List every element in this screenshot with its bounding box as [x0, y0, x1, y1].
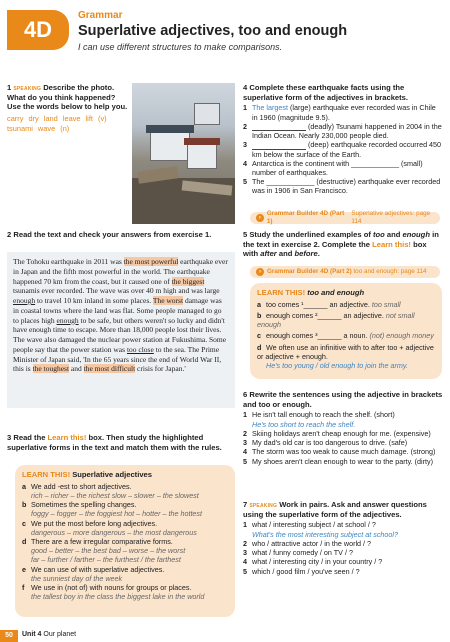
underlined-phrase: too close — [126, 344, 154, 354]
text-run: to be safe, but others weren't so lucky and didn't have enough time to escape. More than 18,000 people lost their lives. The wave also damaged the nuclear power station at Fukushima. Some people say that the power station was — [13, 315, 227, 354]
exercise-item: 1 The largest (large) earthquake ever recorded was in Chile in 1960 (magnitude 9.5). — [243, 103, 436, 122]
highlighted-phrase: The worst — [152, 296, 184, 305]
highlighted-phrase: the most difficult — [83, 364, 136, 374]
rule-item: b enough comes ²______ an adjective. not small enough — [257, 310, 415, 330]
exercise-number: 1 — [7, 83, 12, 92]
word-list: carry dry land leave lift (v) tsunami wave (n) — [7, 114, 107, 133]
exercise-item: 3 My dad's old car is too dangerous to drive. (safe) — [243, 438, 408, 448]
rule-item: a too comes ¹______ an adjective. too small — [257, 299, 401, 309]
exercise-number: 4 — [243, 83, 248, 92]
exercise-7: 7 SPEAKING Work in pairs. Ask and answer questions using the superlative form of the adjectives. 1 what / interesting subject / at school / ? What's the most interesting subject at school? 2 who / attractive actor / in the world / ? 3 what / funny comedy / on TV / ? 4 what / interesting city / in your country / ? 5 which / good film / you've seen / ? — [243, 500, 443, 576]
underlined-phrase: enough — [56, 315, 79, 325]
exercise-number: 2 — [7, 230, 12, 239]
exercise-item: 2 who / attractive actor / in the world / ? — [243, 538, 372, 548]
rule-item: c enough comes ³______ a noun. (not) enough money — [257, 331, 434, 341]
page-number: 50 — [0, 630, 18, 642]
exercise-item: 3 (deep) earthquake recorded occurred 450 km below the surface of the Earth. — [243, 140, 442, 159]
grammar-builder-link-2[interactable]: › Grammar Builder 4D (Part 2) too and enough: page 114 — [250, 266, 440, 278]
highlighted-phrase: the biggest — [171, 276, 205, 286]
grammar-builder-link-1[interactable]: › Grammar Builder 4D (Part 1) Superlative adjectives: page 114 — [250, 212, 440, 224]
highlighted-phrase: the toughest — [32, 364, 70, 374]
exercise-instruction: Describe the photo. What do you think happened? Use the words below to help you. — [7, 83, 128, 112]
exercise-3 — [7, 433, 235, 452]
learn-this-ref: Learn this! — [47, 433, 87, 442]
exercise-item: 1 what / interesting subject / at school / ? What's the most interesting subject at school? — [243, 520, 443, 538]
highlighted-phrase: the most powerful — [123, 257, 179, 266]
answer-example: The largest — [252, 103, 288, 113]
rule-item: d We often use an infinitive with to after too + adjective or adjective + enough. He's too young / old enough to join the army. — [257, 342, 434, 371]
instruction-part: Read the — [13, 433, 48, 442]
exercise-item: 1 He isn't tall enough to reach the shelf. (short) He's too short to reach the shelf. — [243, 410, 443, 428]
text-run: crisis for Japan.' — [135, 364, 186, 374]
reading-text — [7, 252, 235, 408]
exercise-5: 5 Study the underlined examples of too and enough in the text in exercise 2. Complete the Learn this! box with after and before. — [243, 230, 439, 259]
exercise-item: 4 what / interesting city / in your country / ? — [243, 557, 383, 567]
page-title: Superlative adjectives, too and enough — [78, 23, 348, 39]
exercise-item: 2 (deadly) Tsunami happened in 2004 in the Indian Ocean. Nearly 230,000 people died. — [243, 121, 442, 141]
answer-example: He's too short to reach the shelf. — [252, 419, 356, 429]
exercise-instruction: Read the text and check your answers from exercise 1. — [13, 230, 212, 239]
exercise-6: 6 Rewrite the sentences using the adjective in brackets and too or enough. 1 He isn't tall enough to reach the shelf. (short) He's too short to reach the shelf. 2 Skiing holidays aren't cheap enough for me. (expensive) 3 My dad's old car is too dangerous to drive. (safe) 4 The storm was too weak to cause much damage. (strong) 5 My shoes aren't clean enough to wear to the party. (dirty) — [243, 390, 443, 466]
exercise-number: 6 — [243, 390, 248, 399]
learn-this-title: Superlative adjectives — [72, 470, 152, 479]
text-run: damage was in coastal towns where the land was flat. Some people managed to go to places high — [13, 296, 222, 325]
rule-item: d There are a few irregular comparative forms. good – better – the best bad – worse – the worst far – further / farther – the furthest / the farthest — [22, 537, 186, 565]
arrow-right-icon: › — [256, 268, 264, 276]
rule-item: a We add -est to short adjectives. rich – richer – the richest slow – slower – the slowest — [22, 481, 199, 500]
page-subtitle: I can use different structures to make comparisons. — [78, 42, 283, 52]
answer-example: What's the most interesting subject at school? — [252, 529, 398, 539]
rule-item: c We put the most before long adjectives. dangerous – more dangerous – the most dangerous — [22, 518, 197, 537]
footer-unit: Unit 4 Our planet — [22, 631, 77, 638]
exercise-1 — [7, 83, 129, 133]
learn-this-ref: Learn this! — [372, 239, 411, 249]
exercise-item: 5 which / good film / you've seen / ? — [243, 566, 360, 576]
rule-item: e We can use of with superlative adjectives. the sunniest day of the week — [22, 564, 165, 583]
rule-item: b Sometimes the spelling changes. foggy – fogger – the foggiest hot – hotter – the hottest — [22, 500, 203, 519]
exercise-item: 2 Skiing holidays aren't cheap enough for me. (expensive) — [243, 428, 431, 438]
tsunami-photo — [132, 83, 235, 224]
speaking-tag: SPEAKING — [13, 86, 42, 92]
exercise-2 — [7, 230, 235, 240]
exercise-4 — [243, 83, 443, 196]
text-run: to travel 10 km inland in some places. — [35, 296, 153, 305]
exercise-item: 4 Antarctica is the continent with ____________ (small) number of earthquakes. — [243, 158, 423, 177]
exercise-number: 7 — [243, 500, 248, 509]
text-run: The Tohoku earthquake in 2011 was — [13, 257, 124, 266]
text-run: tsunamis ever recorded. The wave was over 40 m high and was large — [13, 286, 220, 296]
exercise-item: 4 The storm was too weak to cause much damage. (strong) — [243, 447, 436, 457]
underlined-phrase: enough — [13, 296, 36, 305]
exercise-number: 3 — [7, 433, 12, 442]
exercise-number: 5 — [243, 230, 248, 239]
learn-this-superlatives — [15, 465, 235, 617]
speaking-tag: SPEAKING — [249, 503, 278, 509]
section-badge: 4D — [7, 10, 69, 50]
exercise-item: 5 My shoes aren't clean enough to wear to the party. (dirty) — [243, 456, 434, 466]
exercise-item: 5 The ____________ (destructive) earthquake ever recorded was in 1906 in San Francisco. — [243, 177, 441, 196]
arrow-right-icon: › — [256, 214, 264, 222]
text-run: to the sea. The Prime Minister of Japan said, 'In the 65 years since the end of World War II, this is — [13, 344, 222, 374]
instruction-part: box. Then study the highlighted superlative forms in the text and match them with the rules. — [7, 433, 222, 452]
section-label: Grammar — [78, 10, 123, 21]
exercise-instruction: Complete these earthquake facts using the superlative form of the adjectives in brackets. — [243, 83, 409, 102]
learn-this-label: LEARN THIS! — [22, 470, 71, 479]
rule-item: f We use in (not of) with nouns for groups or places. the tallest boy in the class the biggest lake in the world — [22, 583, 205, 602]
text-run: and — [69, 364, 84, 374]
learn-this-too-enough: LEARN THIS! too and enough a too comes ¹______ an adjective. too small b enough comes ²______ an adjective. not small enough c enough comes ³______ a noun. (not) enough money d We often use an infinitive with to after too + adjective or adjective + enough. He's too young / old enough to join the army. — [250, 283, 442, 379]
exercise-item: 3 what / funny comedy / on TV / ? — [243, 548, 353, 558]
text-run: earthquake ever in Japan and the fifth most powerful in the world. The earthquake happened 70 km from the coast, but it caused one of — [13, 257, 228, 286]
